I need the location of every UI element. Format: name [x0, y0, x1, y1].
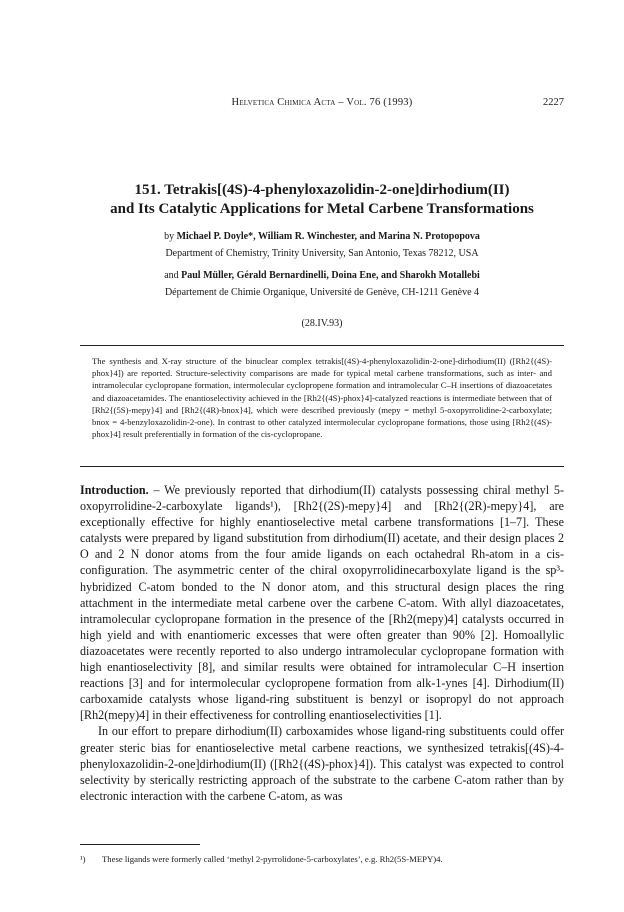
intro-heading: Introduction. — [80, 483, 149, 497]
abstract-bottom-rule — [80, 466, 564, 467]
received-date: (28.IV.93) — [301, 318, 343, 329]
intro-paragraph-1 — [80, 482, 564, 723]
abstract-top-rule — [80, 345, 564, 346]
author-block-2 — [80, 269, 564, 299]
intro-paragraph-2: In our effort to prepare dirhodium(II) carboxamides whose ligand-ring substituents could offer greater steric bias for enantioselective metal carbene reactions, we synthesized tetrakis[(4S)-4-phenyloxazolidin-2-one]dirhodium(II) ([Rh2{(4S)-phox}4]). This catalyst was expected to control selectivity by sterically restricting approach of the substrate to the carbene C-atom rather than by electronic interaction with the carbene C-atom, as was — [80, 724, 564, 803]
affiliation-1: Department of Chemistry, Trinity University, San Antonio, Texas 78212, USA — [165, 248, 479, 259]
affiliation-2: Département de Chimie Organique, Université de Genève, CH-1211 Genève 4 — [164, 287, 480, 298]
article-body — [80, 482, 564, 804]
footnote-marker: ¹) — [80, 854, 86, 864]
intro-text-1: – We previously reported that dirhodium(II) catalysts possessing chiral methyl 5-oxopyrrolidine-2-carboxylate ligands¹), [Rh2{(2S)-mepy}4] and [Rh2{(2R)-mepy}4], are exceptionally effective for highly enantioselective metal carbene transformations [1–7]. These catalysts were prepared by ligand substitution from dirhodium(II) acetate, and their design places 2 O and 2 N donor atoms from the four amide ligands on each octahedral Rh-atom in a cis-configuration. The asymmetric center of the chiral oxopyrrolidinecarboxylate ligand is the sp³-hybridized C-atom bonded to the N donor atom, and this structural design places the ring attachment in the intermediate metal carbene over the carbene C-atom. With allyl diazoacetates, intramolecular cyclopropane formation in the presence of the [Rh2(mepy)4] catalysts occurred in high yield and with enantiomeric excesses that were often greater than 90% [2]. Homoallylic diazoacetates were recently reported to also undergo intramolecular cyclopropane formation with high enantioselectivity [8], and similar results were obtained for intramolecular C–H insertion reactions [3] and for intermolecular cyclopropene formation from alk-1-ynes [4]. Dirhodium(II) carboxamide catalysts whose ligand-ring substituent is benzyl or isopropyl do not approach [Rh2(mepy)4] in their effectiveness for controlling enantioselectivities [1]. — [80, 483, 564, 723]
authors-prefix-2: and — [164, 270, 179, 281]
authors-names-2: Paul Müller, Gérald Bernardinelli, Doina Ene, and Sharokh Motallebi — [181, 270, 480, 281]
article-title — [80, 181, 564, 219]
title-line-2: and Its Catalytic Applications for Metal Carbene Transformations — [110, 201, 534, 217]
footnote-rule — [80, 844, 200, 845]
footnote-text: These ligands were formerly called ‘methyl 2-pyrrolidone-5-carboxylates’, e.g. Rh2(5S-MEPY)4. — [102, 854, 443, 864]
abstract-text: The synthesis and X-ray structure of the binuclear complex tetrakis[(4S)-4-phenyloxazolidin-2-one]-dirhodium(II) ([Rh2{(4S)-phox}4]) are reported. Structure-selectivity comparisons are made for typical metal carbene transformations, such as inter- and intramolecular cyclopropane formation, intermolecular cyclopropene formation and intramolecular C–H insertions of diazoacetates and diazoacetamides. The enantioselectivity achieved in the [Rh2{(4S)-phox}4]-catalyzed reactions is intermediate between that of [Rh2{(5S)-mepy}4] and [Rh2{(4R)-bnox}4], which were described previously (mepy = methyl 5-oxopyrrolidine-2-carboxylate; bnox = 4-benzyloxazolidin-2-one). In contrast to other catalyzed intermolecular cyclopropane formations, those using [Rh2{(4S)-phox}4] result preferentially in formation of the cis-cyclopropane. — [92, 356, 552, 440]
authors-names-1: Michael P. Doyle*, William R. Winchester, and Marina N. Protopopova — [176, 231, 480, 242]
page-number: 2227 — [543, 97, 564, 108]
title-line-1: 151. Tetrakis[(4S)-4-phenyloxazolidin-2-one]dirhodium(II) — [134, 182, 510, 198]
abstract — [92, 355, 552, 440]
author-block-1 — [80, 230, 564, 260]
footnote — [80, 854, 564, 865]
authors-prefix-1: by — [164, 231, 175, 242]
journal-name: Helvetica Chimica Acta – Vol. 76 (1993) — [231, 97, 413, 108]
